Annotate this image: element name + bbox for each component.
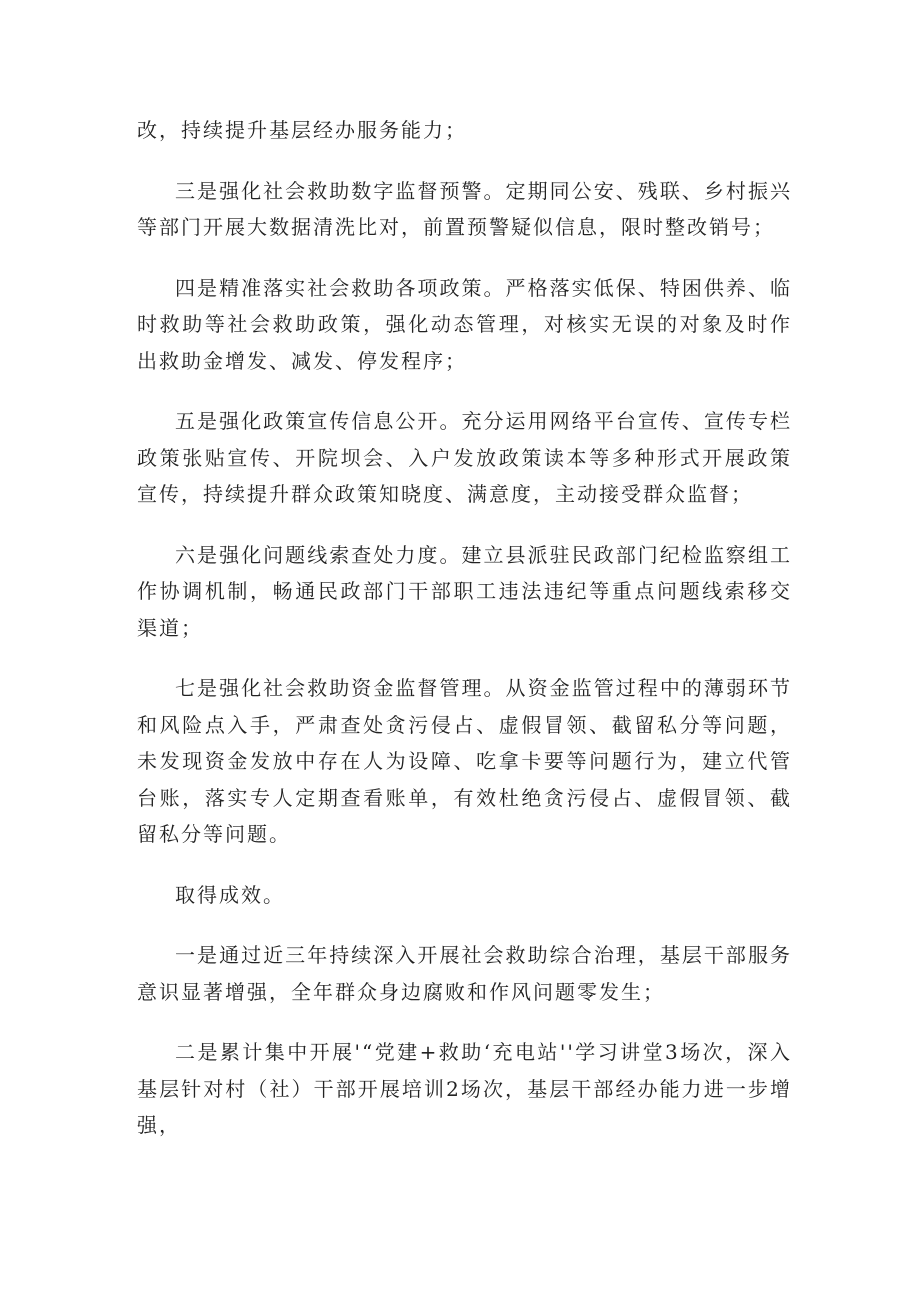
paragraph-continuation: 改，持续提升基层经办服务能力； (137, 118, 467, 142)
paragraph-item-6: 六是强化问题线索查处力度。建立县派驻民政部门纪检监察组工作协调机制，畅通民政部门干部职工违法违纪等重点问题线索移交渠道； (137, 542, 792, 640)
paragraph-result-2: 二是累计集中开展'“党建+救助‘充电站''学习讲堂3场次，深入基层针对村（社）干部开展培训2场次，基层干部经办能力进一步增强， (137, 1040, 792, 1137)
section-heading-results: 取得成效。 (175, 882, 285, 907)
paragraph-item-4: 四是精准落实社会救助各项政策。严格落实低保、特困供养、临时救助等社会救助政策，强化动态管理，对核实无误的对象及时作出救助金增发、减发、停发程序； (137, 275, 792, 373)
document-body (137, 112, 792, 1144)
paragraph-result-1: 一是通过近三年持续深入开展社会救助综合治理，基层干部服务意识显著增强，全年群众身边腐败和作风问题零发生； (137, 943, 792, 1004)
paragraph-item-3: 三是强化社会救助数字监督预警。定期同公安、残联、乡村振兴等部门开展大数据清洗比对，前置预警疑似信息，限时整改销号； (137, 178, 792, 239)
paragraph-item-7: 七是强化社会救助资金监督管理。从资金监管过程中的薄弱环节和风险点入手，严肃查处贪污侵占、虚假冒领、截留私分等问题，未发现资金发放中存在人为设障、吃拿卡要等问题行为，建立代管台账，落实专人定期查看账单，有效杜绝贪污侵占、虚假冒领、截留私分等问题。 (137, 676, 792, 846)
paragraph-item-5: 五是强化政策宣传信息公开。充分运用网络平台宣传、宣传专栏政策张贴宣传、开院坝会、入户发放政策读本等多种形式开展政策宣传，持续提升群众政策知晓度、满意度，主动接受群众监督； (137, 409, 792, 506)
